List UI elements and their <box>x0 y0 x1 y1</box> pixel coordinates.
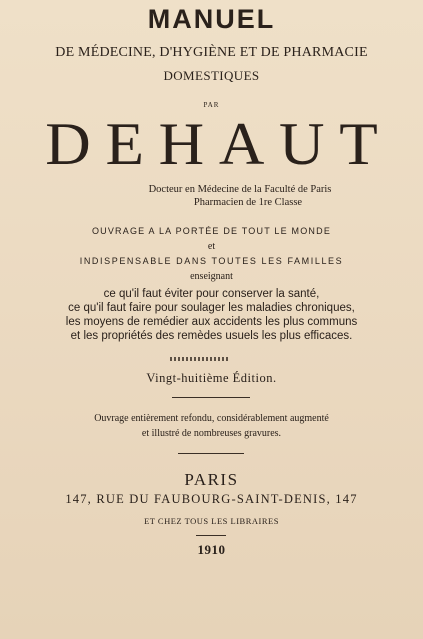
edition-label: Vingt-huitième Édition. <box>146 371 277 385</box>
conjunction-et: et <box>207 241 216 252</box>
publisher-address: 147, RUE DU FAUBOURG-SAINT-DENIS, 147 <box>65 492 358 506</box>
par-label: PAR <box>203 101 220 109</box>
paragraph-line-3: les moyens de remédier aux accidents les plus communs <box>65 316 358 328</box>
tagline-2: INDISPENSABLE DANS TOUTES LES FAMILLES <box>79 256 344 266</box>
subtitle-line-2: DOMESTIQUES <box>163 68 260 83</box>
publisher-city: PARIS <box>184 470 239 489</box>
publication-year: 1910 <box>197 542 226 557</box>
note-line-1: Ouvrage entièrement refondu, considérablement augmenté <box>94 413 329 424</box>
paragraph-line-2: ce qu'il faut faire pour soulager les maladies chroniques, <box>68 302 355 314</box>
tagline-1: OUVRAGE A LA PORTÉE DE TOUT LE MONDE <box>91 226 332 236</box>
divider-rule-2 <box>178 453 244 454</box>
ornament-divider <box>170 357 230 361</box>
enseignant-label: enseignant <box>190 271 233 282</box>
paragraph-line-1: ce qu'il faut éviter pour conserver la santé, <box>103 288 320 300</box>
subtitle-line-1: DE MÉDECINE, D'HYGIÈNE ET DE PHARMACIE <box>55 45 368 60</box>
credential-line-1: Docteur en Médecine de la Faculté de Paris <box>148 184 332 195</box>
book-title: MANUEL <box>147 4 276 34</box>
divider-rule-3 <box>196 535 226 536</box>
note-line-2: et illustré de nombreuses gravures. <box>141 428 282 439</box>
divider-rule-1 <box>172 397 250 398</box>
author-name: DEHAUT <box>45 111 393 177</box>
booksellers-line: ET CHEZ TOUS LES LIBRAIRES <box>144 516 279 526</box>
credential-line-2: Pharmacien de 1re Classe <box>193 197 303 208</box>
paragraph-line-4: et les propriétés des remèdes usuels les plus efficaces. <box>70 330 353 342</box>
